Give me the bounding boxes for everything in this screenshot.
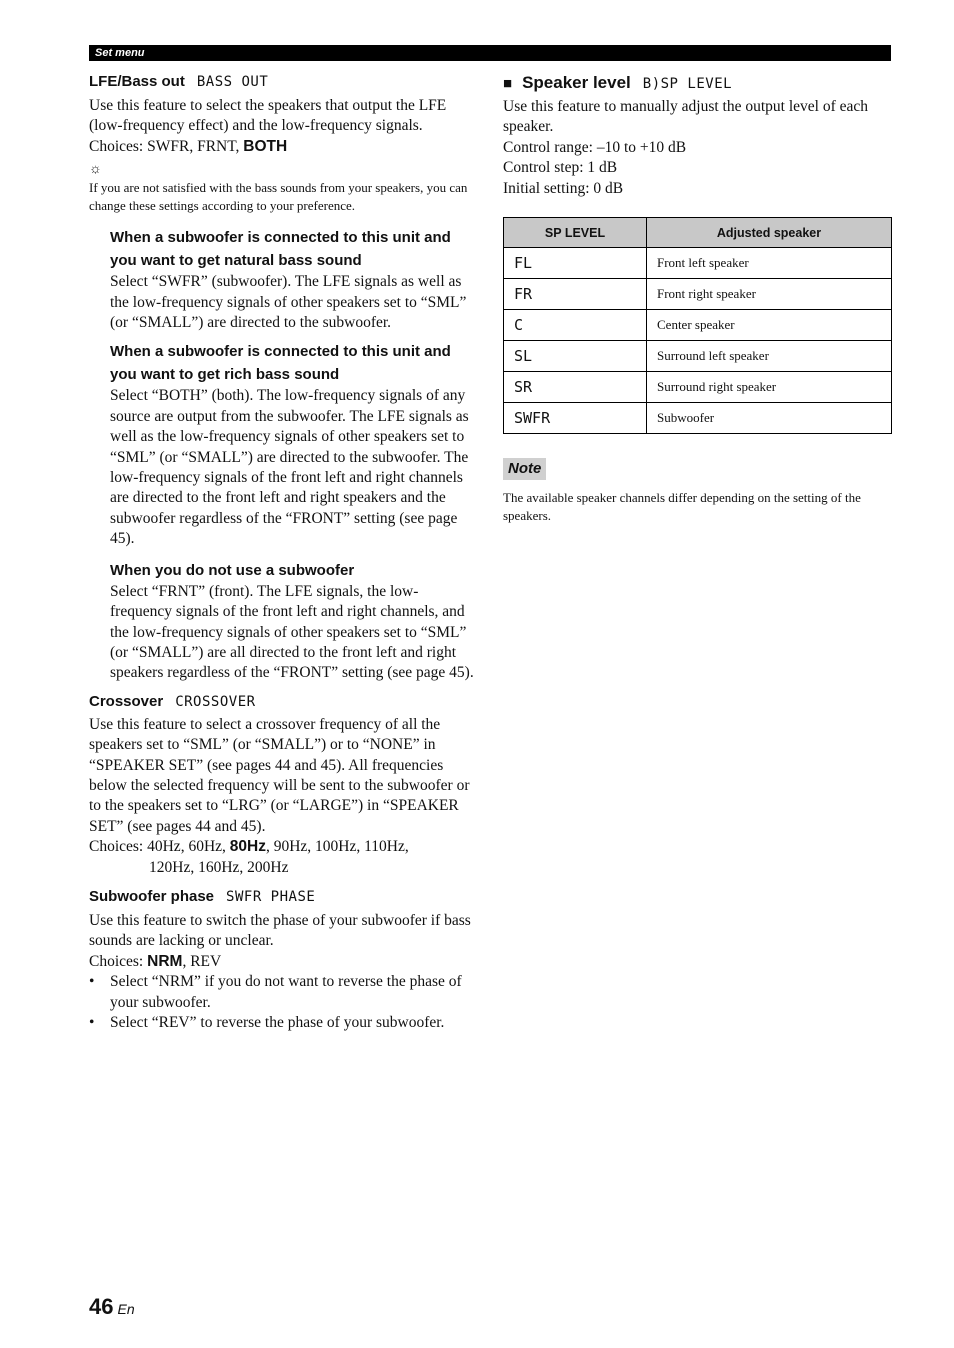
speaker-code: FL — [504, 248, 647, 279]
case-natural-bass-title: When a subwoofer is connected to this unit and you want to get natural bass sound — [110, 229, 451, 270]
speaker-name: Center speaker — [647, 310, 892, 341]
speaker-name: Surround left speaker — [647, 341, 892, 372]
lfe-tip-text: If you are not satisfied with the bass sounds from your speakers, you can change these settings according to your preference. — [89, 180, 468, 214]
list-item: • Select “NRM” if you do not want to reverse the phase of your subwoofer. — [89, 973, 462, 1011]
square-bullet-icon: ■ — [503, 75, 513, 92]
phase-title: Subwoofer phase — [89, 887, 215, 905]
table-row — [504, 372, 892, 403]
speaker-level-table — [503, 217, 892, 434]
speaker-code: FR — [504, 279, 647, 310]
lfe-description: Use this feature to select the speakers that output the LFE (low-frequency effect) and the low-frequency signals. — [89, 97, 447, 135]
section-header-label: Set menu — [95, 47, 145, 59]
section-header-bar — [89, 45, 891, 61]
speaker-level-step: Control step: 1 dB — [503, 159, 618, 177]
crossover-heading — [89, 692, 475, 712]
column-header-adjusted-speaker: Adjusted speaker — [647, 218, 892, 248]
crossover-title: Crossover — [89, 692, 164, 710]
speaker-level-initial: Initial setting: 0 dB — [503, 179, 624, 197]
phase-display-text: SWFR PHASE — [226, 888, 316, 905]
speaker-level-heading — [503, 72, 891, 95]
crossover-display-text: CROSSOVER — [175, 693, 256, 710]
column-header-sp-level: SP LEVEL — [504, 218, 647, 248]
lfe-heading — [89, 72, 475, 92]
phase-description: Use this feature to switch the phase of your subwoofer if bass sounds are lacking or unclear. — [89, 911, 471, 950]
table-header-row — [504, 218, 892, 248]
crossover-choices-line2: 120Hz, 160Hz, 200Hz — [149, 858, 289, 876]
speaker-name: Front right speaker — [647, 279, 892, 310]
speaker-level-description: Use this feature to manually adjust the output level of each speaker. — [503, 98, 868, 136]
speaker-name: Front left speaker — [647, 248, 892, 279]
phase-bullet-list — [89, 972, 475, 1033]
speaker-code: C — [504, 310, 647, 341]
speaker-level-title: Speaker level — [522, 73, 631, 92]
table-row — [504, 310, 892, 341]
lfe-choices: Choices: SWFR, FRNT, BOTH — [89, 137, 288, 155]
crossover-default-choice: 80Hz — [229, 838, 266, 856]
page-number — [89, 1294, 135, 1320]
note-label: Note — [503, 458, 546, 480]
phase-choices: Choices: NRM, REV — [89, 952, 222, 970]
crossover-choices: Choices: 40Hz, 60Hz, 80Hz, 90Hz, 100Hz, 110Hz, — [89, 838, 409, 856]
lfe-title: LFE/Bass out — [89, 73, 185, 90]
list-item: • Select “REV” to reverse the phase of your subwoofer. — [89, 1014, 445, 1031]
speaker-level-range: Control range: –10 to +10 dB — [503, 138, 687, 156]
case-no-subwoofer-title: When you do not use a subwoofer — [110, 561, 355, 579]
tip-icon: ☼ — [89, 162, 102, 178]
phase-default-choice: NRM — [147, 952, 183, 970]
speaker-level-display-text: B)SP LEVEL — [642, 76, 733, 92]
speaker-code: SL — [504, 341, 647, 372]
table-row — [504, 341, 892, 372]
case-rich-bass-text: Select “BOTH” (both). The low-frequency signals of any source are output from the subwoofer. The LFE signals as well as the low-frequency signals of other speakers set to “SML” (or “SMALL”) are directed to the subwoofer. The low-frequency signals of the front left and right channels are directed to the front left and right speakers and the subwoofer regardless of the “FRONT” setting (see page 45). — [110, 387, 469, 548]
case-rich-bass-title: When a subwoofer is connected to this unit and you want to get rich bass sound — [110, 343, 451, 384]
note-text: The available speaker channels differ depending on the setting of the speakers. — [503, 490, 861, 524]
page-number-value: 46 — [89, 1294, 114, 1319]
page-language: En — [117, 1301, 135, 1317]
table-row — [504, 279, 892, 310]
speaker-code: SR — [504, 372, 647, 403]
case-no-subwoofer-text: Select “FRNT” (front). The LFE signals, the low-frequency signals of the front left and right channels, and the low-frequency signals of other speakers set to “SML” (or “SMALL”) are all directed to the front left and right speakers regardless of the “FRONT” setting (see page 45). — [110, 582, 474, 682]
speaker-name: Subwoofer — [647, 403, 892, 434]
phase-heading — [89, 887, 475, 907]
speaker-name: Surround right speaker — [647, 372, 892, 403]
right-column — [503, 72, 891, 525]
lfe-case-list — [110, 226, 475, 684]
left-column — [89, 72, 475, 1033]
table-row — [504, 248, 892, 279]
table-row — [504, 403, 892, 434]
case-natural-bass-text: Select “SWFR” (subwoofer). The LFE signals as well as the low-frequency signals of other speakers set to “SML” (or “SMALL”) are directed to the subwoofer. — [110, 273, 467, 332]
speaker-code: SWFR — [504, 403, 647, 434]
crossover-description: Use this feature to select a crossover frequency of all the speakers set to “SML” (or “SMALL”) or to “NONE” in “SPEAKER SET” (see pages 44 and 45). All frequencies below the selected frequency will be sent to the subwoofer or to the speakers set to “LRG” (or “LARGE”) in “SPEAKER SET” (see pages 44 and 45). — [89, 715, 470, 835]
lfe-default-choice: BOTH — [243, 137, 288, 155]
lfe-display-text: BASS OUT — [196, 74, 269, 90]
